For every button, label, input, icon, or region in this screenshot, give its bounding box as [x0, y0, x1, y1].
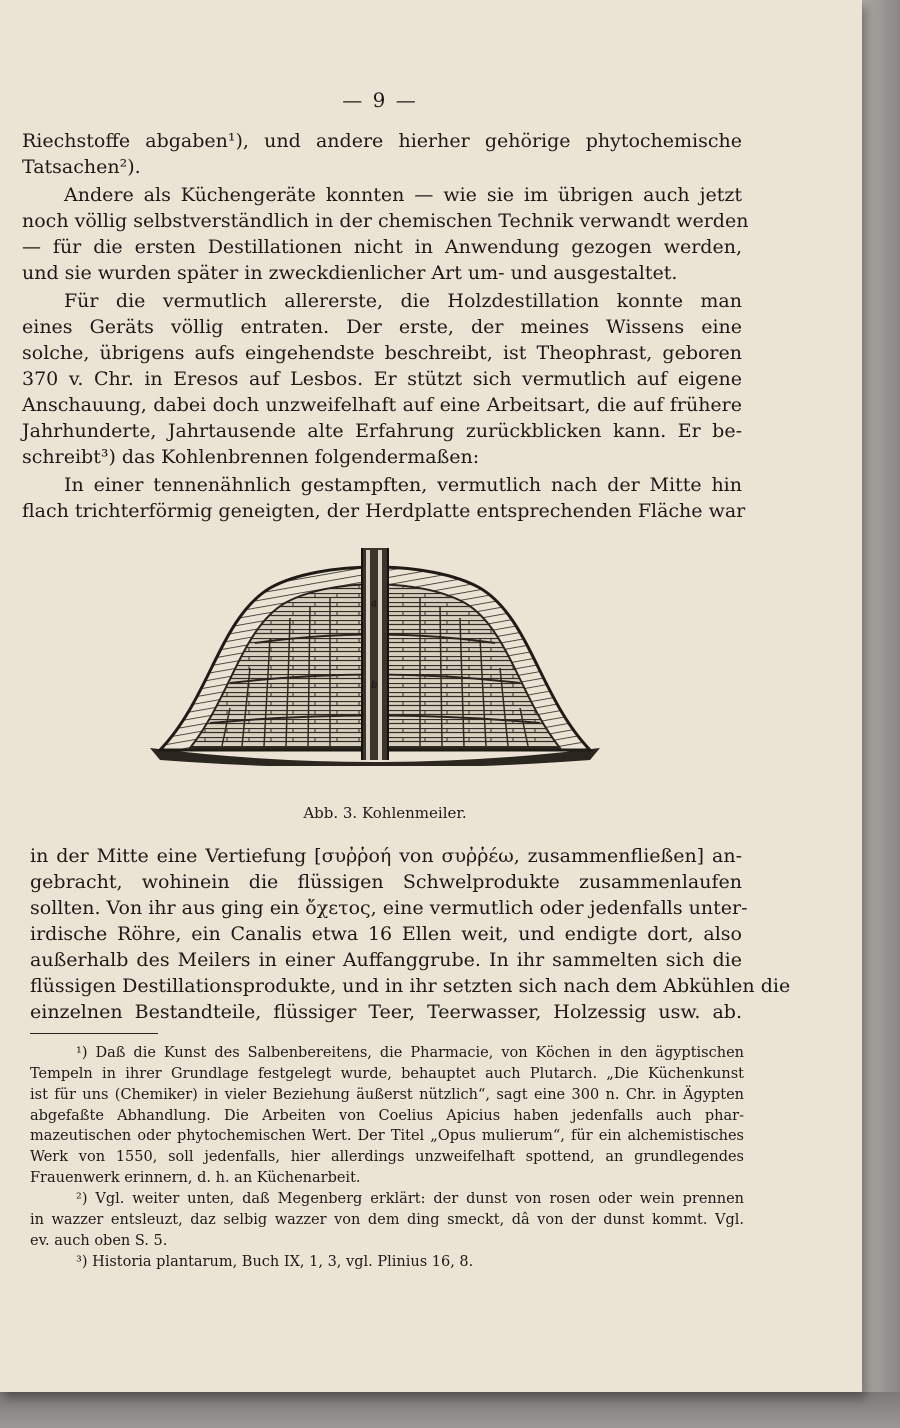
body-line: eines Geräts völlig entraten. Der erste, der meines Wissens eine	[22, 316, 742, 338]
page-number: — 9 —	[342, 88, 418, 112]
body-line: in der Mitte eine Vertiefung [συῤῥοή von συῤῥέω, zusammenfließen] an-	[30, 845, 742, 867]
footnote-line: Werk von 1550, soll jedenfalls, hier allerdings unzweifelhaft spottend, an grundlegendes	[30, 1149, 744, 1165]
body-line: — für die ersten Destillationen nicht in Anwendung gezogen werden,	[22, 236, 742, 258]
body-line: flüssigen Destillationsprodukte, und in ihr setzten sich nach dem Abkühlen die	[30, 975, 791, 997]
body-line: solche, übrigens aufs eingehendste beschreibt, ist Theophrast, geboren	[22, 342, 742, 364]
body-line: Andere als Küchengeräte konnten — wie sie im übrigen auch jetzt	[64, 184, 742, 206]
desk-background-bottom	[0, 1392, 900, 1428]
body-line: Jahrhunderte, Jahrtausende alte Erfahrung zurückblicken kann. Er be-	[22, 420, 742, 442]
charcoal-kiln-illustration	[150, 548, 600, 766]
footnote-line: Frauenwerk erinnern, d. h. an Küchenarbeit.	[30, 1170, 361, 1186]
footnote-separator	[30, 1033, 158, 1034]
figure-label-a: a	[371, 598, 377, 609]
body-line: Für die vermutlich allererste, die Holzdestillation konnte man	[64, 290, 742, 312]
body-line: Riechstoffe abgaben¹), und andere hierher gehörige phytochemische	[22, 130, 742, 152]
body-line: 370 v. Chr. in Eresos auf Lesbos. Er stützt sich vermutlich auf eigene	[22, 368, 742, 390]
body-line: außerhalb des Meilers in einer Auffanggrube. In ihr sammelten sich die	[30, 949, 742, 971]
body-line: einzelnen Bestandteile, flüssiger Teer, Teerwasser, Holzessig usw. ab.	[30, 1001, 742, 1023]
body-line: gebracht, wohinein die flüssigen Schwelprodukte zusammenlaufen	[30, 871, 742, 893]
body-line: In einer tennenähnlich gestampften, vermutlich nach der Mitte hin	[64, 474, 742, 496]
footnote-line: abgefaßte Abhandlung. Die Arbeiten von Coelius Apicius haben jedenfalls auch phar-	[30, 1108, 744, 1124]
figure-caption: Abb. 3. Kohlenmeiler.	[303, 804, 467, 822]
body-line: irdische Röhre, ein Canalis etwa 16 Ellen weit, und endigte dort, also	[30, 923, 742, 945]
body-line: schreibt³) das Kohlenbrennen folgendermaßen:	[22, 446, 480, 468]
body-line: noch völlig selbstverständlich in der chemischen Technik verwandt werden	[22, 210, 749, 232]
body-line: und sie wurden später in zweckdienlicher Art um- und ausgestaltet.	[22, 262, 678, 284]
footnote-line: in wazzer entsleuzt, daz selbig wazzer von dem ding smeckt, dâ von der dunst kommt. Vgl.	[30, 1212, 744, 1228]
figure-label-b: b	[371, 680, 378, 691]
body-line: Anschauung, dabei doch unzweifelhaft auf eine Arbeitsart, die auf frühere	[22, 394, 742, 416]
footnote-line: ist für uns (Chemiker) in vieler Beziehung äußerst nützlich“, sagt eine 300 n. Chr. in Ägypten	[30, 1087, 744, 1103]
footnote-line: ³) Historia plantarum, Buch IX, 1, 3, vgl. Plinius 16, 8.	[76, 1254, 474, 1270]
footnote-line: ²) Vgl. weiter unten, daß Megenberg erklärt: der dunst von rosen oder wein prennen	[76, 1191, 744, 1207]
footnote-line: Tempeln in ihrer Grundlage festgelegt wurde, behauptet auch Plutarch. „Die Küchenkunst	[30, 1066, 744, 1082]
body-line: flach trichterförmig geneigten, der Herdplatte entsprechenden Fläche war	[22, 500, 746, 522]
footnote-line: mazeutischen oder phytochemischen Wert. Der Titel „Opus mulierum“, für ein alchemistisches	[30, 1128, 744, 1144]
footnote-line: ev. auch oben S. 5.	[30, 1233, 168, 1249]
footnote-line: ¹) Daß die Kunst des Salbenbereitens, die Pharmacie, von Köchen in den ägyptischen	[76, 1045, 744, 1061]
book-edge-right	[862, 0, 900, 1392]
body-line: sollten. Von ihr aus ging ein ὄχετος, eine vermutlich oder jedenfalls unter-	[30, 897, 748, 919]
body-line: Tatsachen²).	[22, 156, 141, 178]
